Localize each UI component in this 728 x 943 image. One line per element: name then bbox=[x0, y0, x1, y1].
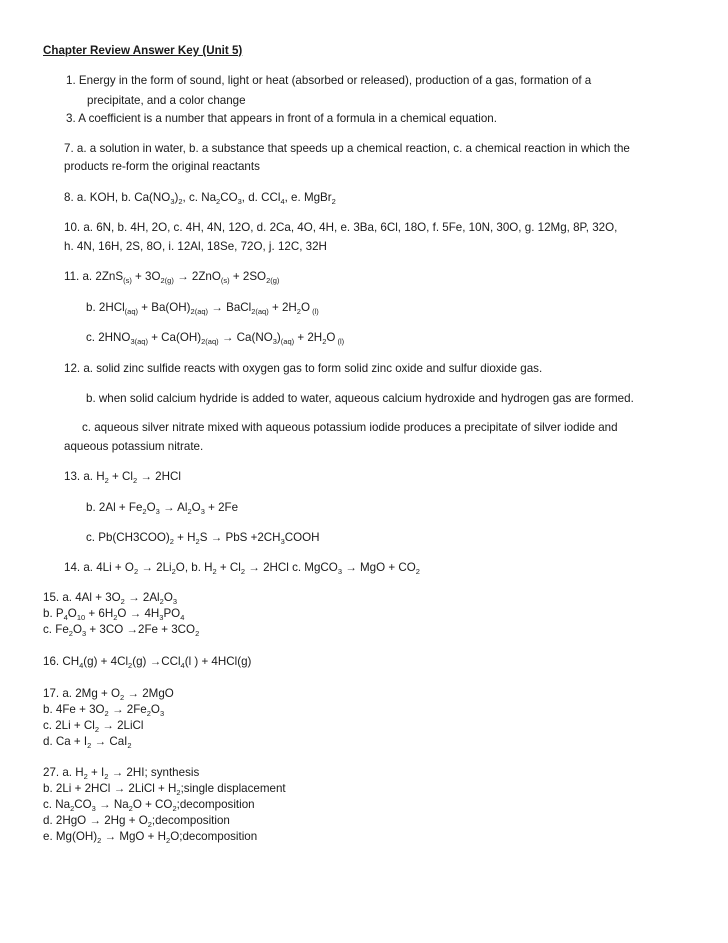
subscript: 4 bbox=[180, 613, 185, 622]
subscript: 4 bbox=[280, 197, 285, 206]
subscript: (l) bbox=[309, 307, 319, 316]
text-run: → Al bbox=[159, 501, 188, 514]
subscript: 2 bbox=[68, 629, 73, 638]
text-run: → 2Al bbox=[124, 591, 160, 604]
subscript: 2 bbox=[142, 507, 147, 516]
subscript: 2 bbox=[415, 567, 420, 576]
subscript: 2 bbox=[146, 709, 151, 718]
subscript: 2 bbox=[83, 772, 88, 781]
answer-line-q11a bbox=[64, 269, 279, 284]
answer-line-q27b bbox=[43, 781, 286, 796]
text-run: O, b. H bbox=[175, 561, 213, 574]
text-run: + H bbox=[173, 531, 196, 544]
text-run: b. 2Li + 2HCl → 2LiCl + H bbox=[43, 782, 177, 795]
subscript: 2 bbox=[195, 537, 200, 546]
text-run: CO bbox=[220, 191, 238, 204]
text-run: 15. a. 4Al + 3O bbox=[43, 591, 121, 604]
text-run: , d. CCl bbox=[241, 191, 281, 204]
answer-line-q10b bbox=[64, 239, 327, 254]
subscript: 2 bbox=[120, 597, 125, 606]
text-run: b. 4Fe + 3O bbox=[43, 703, 105, 716]
answer-line-q27e bbox=[43, 829, 257, 844]
text-run: + 6H bbox=[85, 607, 114, 620]
text-run: PO bbox=[163, 607, 181, 620]
text-run: → Ca(NO bbox=[218, 331, 273, 344]
text-run: O + CO bbox=[132, 798, 173, 811]
subscript: 2 bbox=[120, 693, 125, 702]
subscript: 2(aq) bbox=[251, 307, 269, 316]
text-run: c. Fe bbox=[43, 623, 69, 636]
subscript: 3 bbox=[280, 537, 285, 546]
answer-line-q27a bbox=[43, 765, 199, 780]
subscript: (s) bbox=[123, 276, 132, 285]
text-run: CO bbox=[74, 798, 92, 811]
text-run: 27. a. H bbox=[43, 766, 84, 779]
text-run: → 2HI; synthesis bbox=[108, 766, 200, 779]
text-run: 11. a. 2ZnS bbox=[64, 270, 124, 283]
answer-line-q13c bbox=[86, 530, 320, 545]
text-run: c. 2HNO bbox=[86, 331, 131, 344]
page-title: Chapter Review Answer Key (Unit 5) bbox=[43, 44, 243, 57]
text-run: h. 4N, 16H, 2S, 8O, i. 12Al, 18Se, 72O, j. 12C, 32H bbox=[64, 240, 327, 253]
text-run: → 2HCl c. MgCO bbox=[245, 561, 338, 574]
text-run: → 2LiCl bbox=[99, 719, 144, 732]
subscript: 2(aq) bbox=[201, 337, 219, 346]
answer-line-q7a bbox=[64, 141, 630, 156]
text-run: → CaI bbox=[91, 735, 128, 748]
text-run: O → 4H bbox=[117, 607, 160, 620]
answer-line-q12c2 bbox=[64, 439, 203, 454]
text-run: O bbox=[67, 607, 77, 620]
subscript: 3 bbox=[172, 597, 178, 606]
text-run: , c. Na bbox=[182, 191, 217, 204]
text-run: 8. a. KOH, b. Ca(NO bbox=[64, 191, 171, 204]
answer-line-q27d bbox=[43, 813, 230, 828]
text-run: → 2ZnO bbox=[173, 270, 221, 283]
subscript: 2 bbox=[166, 836, 171, 845]
text-run: (l ) + 4HCl(g) bbox=[184, 655, 252, 668]
text-run: d. Ca + I bbox=[43, 735, 88, 748]
answer-line-q17c bbox=[43, 718, 144, 733]
text-run: c. Pb(CH3COO) bbox=[86, 531, 170, 544]
subscript: 4 bbox=[180, 661, 185, 670]
subscript: 2 bbox=[127, 741, 132, 750]
answer-line-q16 bbox=[43, 654, 251, 669]
subscript: 2(aq) bbox=[190, 307, 209, 316]
subscript: 2 bbox=[159, 597, 164, 606]
text-run: c. 2Li + Cl bbox=[43, 719, 95, 732]
subscript: 2 bbox=[212, 567, 217, 576]
text-run: precipitate, and a color change bbox=[87, 94, 246, 107]
subscript: 2 bbox=[104, 709, 109, 718]
text-run: + 2H bbox=[294, 331, 323, 344]
subscript: 2 bbox=[113, 613, 118, 622]
text-run: (g) + 4Cl bbox=[83, 655, 129, 668]
text-run: 3. A coefficient is a number that appears in front of a formula in a chemical equation. bbox=[66, 112, 497, 125]
text-run: 10. a. 6N, b. 4H, 2O, c. 4H, 4N, 12O, d. 2Ca, 4O, 4H, e. 3Ba, 6Cl, 18O, f. 5Fe, 10N, 30O, g. 12Mg, 8P, 32O, bbox=[64, 221, 618, 234]
subscript: 3(aq) bbox=[130, 337, 148, 346]
text-run: ;decomposition bbox=[151, 814, 230, 827]
subscript: 3 bbox=[237, 197, 242, 206]
text-run: + 2Fe bbox=[204, 501, 239, 514]
answer-line-q27c bbox=[43, 797, 255, 812]
text-run: → MgO + CO bbox=[341, 561, 416, 574]
subscript: 2 bbox=[169, 537, 174, 546]
text-run: , e. MgBr bbox=[284, 191, 332, 204]
text-run: ;single displacement bbox=[180, 782, 286, 795]
subscript: 2 bbox=[97, 836, 102, 845]
answer-line-q15c bbox=[43, 622, 199, 637]
text-run: ) bbox=[276, 331, 281, 344]
answer-line-q14 bbox=[64, 560, 420, 575]
text-run: 12. a. solid zinc sulfide reacts with oxygen gas to form solid zinc oxide and sulfur dioxide gas. bbox=[64, 362, 543, 375]
text-run: O bbox=[72, 623, 82, 636]
text-run: e. Mg(OH) bbox=[43, 830, 98, 843]
subscript: 4 bbox=[63, 613, 68, 622]
text-run: 14. a. 4Li + O bbox=[64, 561, 134, 574]
subscript: 2 bbox=[331, 197, 336, 206]
subscript: 3 bbox=[91, 804, 96, 813]
text-run: O bbox=[146, 501, 156, 514]
subscript: 2 bbox=[187, 507, 192, 516]
subscript: 2 bbox=[133, 567, 139, 576]
subscript: 3 bbox=[155, 507, 160, 516]
answer-line-q1b bbox=[87, 93, 246, 108]
text-run: ) bbox=[174, 191, 179, 204]
text-run: c. aqueous silver nitrate mixed with aqueous potassium iodide produces a precipitate of silver iodide and bbox=[82, 421, 618, 434]
text-run: O bbox=[300, 301, 310, 314]
text-run: 7. a. a solution in water, b. a substance that speeds up a chemical reaction, c. a chemical reaction in which the bbox=[64, 142, 630, 155]
text-run: (g) →CCl bbox=[132, 655, 181, 668]
answer-line-q8 bbox=[64, 190, 336, 205]
text-run: + Ca(OH) bbox=[147, 331, 202, 344]
text-run: S → PbS +2CH bbox=[199, 531, 281, 544]
text-run: → 2Li bbox=[138, 561, 172, 574]
text-run: O bbox=[326, 331, 336, 344]
subscript: 2 bbox=[172, 804, 177, 813]
subscript: 2 bbox=[147, 820, 152, 829]
subscript: 3 bbox=[159, 709, 165, 718]
subscript: 2(g) bbox=[160, 276, 174, 285]
subscript: 2 bbox=[94, 725, 100, 734]
subscript: 2 bbox=[70, 804, 75, 813]
answer-line-q12b bbox=[86, 391, 634, 406]
text-run: + Ba(OH) bbox=[138, 301, 191, 314]
answer-line-q17b bbox=[43, 702, 164, 717]
subscript: 2 bbox=[296, 307, 301, 316]
text-run: → Na bbox=[95, 798, 129, 811]
subscript: 2 bbox=[132, 476, 138, 485]
subscript: 2 bbox=[195, 629, 200, 638]
subscript: 2 bbox=[171, 567, 176, 576]
text-run: O;decomposition bbox=[170, 830, 258, 843]
answer-line-q1a bbox=[66, 73, 591, 88]
subscript: (aq) bbox=[280, 337, 295, 346]
text-run: + I bbox=[87, 766, 105, 779]
answer-line-q13a bbox=[64, 469, 181, 484]
subscript: 2 bbox=[128, 804, 133, 813]
subscript: 2 bbox=[104, 772, 109, 781]
text-run: → 2MgO bbox=[124, 687, 174, 700]
text-run: 16. CH bbox=[43, 655, 80, 668]
text-run: + Cl bbox=[108, 470, 133, 483]
answer-line-q11b bbox=[86, 300, 319, 315]
text-run: d. 2HgO → 2Hg + O bbox=[43, 814, 148, 827]
text-run: + 2H bbox=[268, 301, 297, 314]
text-run: products re-form the original reactants bbox=[64, 160, 260, 173]
text-run: → MgO + H bbox=[101, 830, 167, 843]
subscript: 3 bbox=[170, 197, 175, 206]
subscript: 2 bbox=[104, 476, 109, 485]
subscript: 3 bbox=[81, 629, 87, 638]
answer-line-q11c bbox=[86, 330, 344, 345]
subscript: 3 bbox=[337, 567, 342, 576]
text-run: 13. a. H bbox=[64, 470, 105, 483]
text-run: + 3CO →2Fe + 3CO bbox=[86, 623, 196, 636]
subscript: 2 bbox=[176, 788, 181, 797]
text-run: O bbox=[163, 591, 173, 604]
text-run: b. 2Al + Fe bbox=[86, 501, 143, 514]
subscript: 2 bbox=[128, 661, 133, 670]
text-run: b. 2HCl bbox=[86, 301, 125, 314]
answer-line-q15a bbox=[43, 590, 177, 605]
subscript: 2(g) bbox=[266, 276, 280, 285]
subscript: 3 bbox=[159, 613, 164, 622]
subscript: 2 bbox=[322, 337, 327, 346]
text-run: + 3O bbox=[131, 270, 161, 283]
text-run: 1. Energy in the form of sound, light or heat (absorbed or released), production of a gas, formation of a bbox=[66, 74, 592, 87]
subscript: 4 bbox=[79, 661, 84, 670]
text-run: c. Na bbox=[43, 798, 71, 811]
text-run: → BaCl bbox=[208, 301, 252, 314]
answer-line-q13b bbox=[86, 500, 238, 515]
answer-line-q17d bbox=[43, 734, 132, 749]
text-run: → 2HCl bbox=[137, 470, 181, 483]
subscript: 2 bbox=[216, 197, 221, 206]
answer-line-q15b bbox=[43, 606, 184, 621]
subscript: (aq) bbox=[124, 307, 139, 316]
text-run: O bbox=[150, 703, 160, 716]
subscript: 10 bbox=[76, 613, 86, 622]
text-run: aqueous potassium nitrate. bbox=[64, 440, 204, 453]
text-run: O bbox=[191, 501, 201, 514]
answer-line-q17a bbox=[43, 686, 174, 701]
text-run: 17. a. 2Mg + O bbox=[43, 687, 121, 700]
subscript: 2 bbox=[178, 197, 183, 206]
subscript: (l) bbox=[335, 337, 345, 346]
subscript: 2 bbox=[240, 567, 246, 576]
text-run: COOH bbox=[284, 531, 320, 544]
answer-line-q10a bbox=[64, 220, 617, 235]
subscript: (s) bbox=[220, 276, 230, 285]
text-run: ;decomposition bbox=[176, 798, 255, 811]
text-run: b. when solid calcium hydride is added to water, aqueous calcium hydroxide and hydrogen gas are formed. bbox=[86, 392, 634, 405]
subscript: 3 bbox=[272, 337, 277, 346]
subscript: 3 bbox=[200, 507, 205, 516]
text-run: + 2SO bbox=[229, 270, 267, 283]
answer-line-q7b bbox=[64, 159, 260, 174]
text-run: → 2Fe bbox=[108, 703, 147, 716]
answer-line-q12c1 bbox=[82, 420, 618, 435]
subscript: 2 bbox=[87, 741, 92, 750]
text-run: b. P bbox=[43, 607, 64, 620]
text-run: + Cl bbox=[216, 561, 241, 574]
answer-line-q3 bbox=[66, 111, 497, 126]
answer-line-q12a bbox=[64, 361, 542, 376]
